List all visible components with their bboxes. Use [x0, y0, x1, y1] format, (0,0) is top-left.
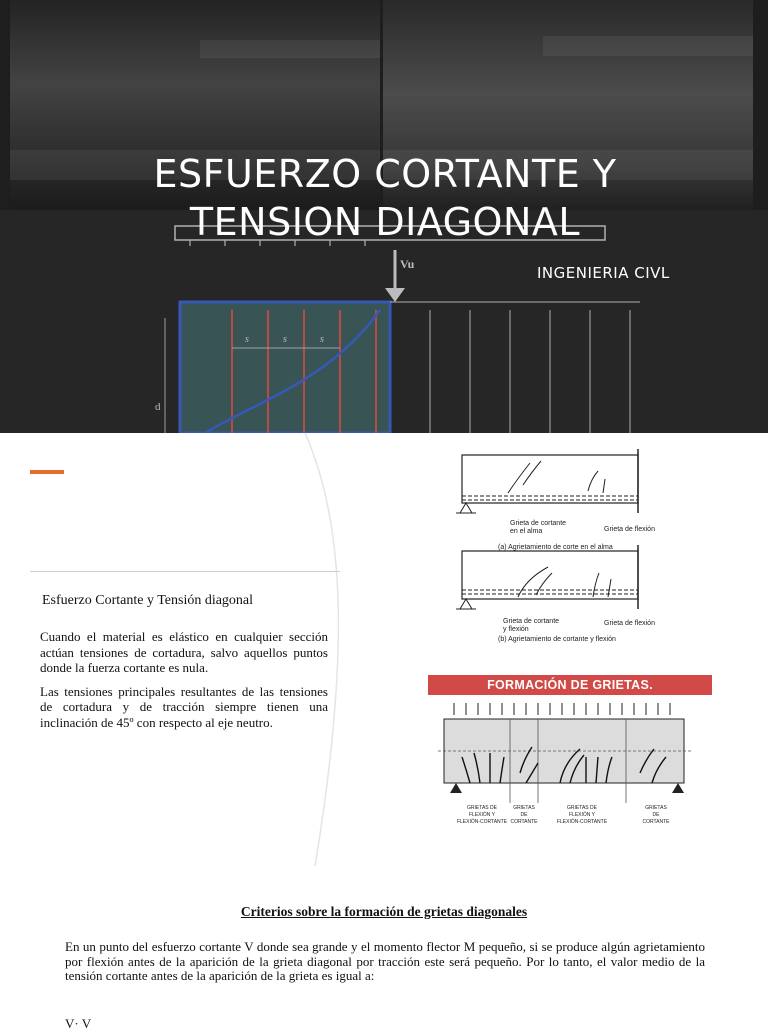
svg-text:Grieta de cortante: Grieta de cortante — [510, 520, 567, 527]
svg-text:(b) Agrietamiento de cortant: (b) Agrietamiento de cortante y flexión — [498, 636, 616, 643]
criteria-body: En un punto del esfuerzo cortante V donde sea grande y el momento flector M pequeño, si se produce algún agrietamiento por flexión antes de la aparición de la grieta diagonal por tracción este será pequeño. Por lo tanto, el valor medio de la tensión cortante antes de la aparición de la grieta es igual a: — [65, 939, 705, 983]
section-heading: Esfuerzo Cortante y Tensión diagonal — [42, 593, 254, 608]
svg-text:CORTANTE: CORTANTE — [642, 819, 670, 825]
crack-formation-banner: FORMACIÓN DE GRIETAS. — [428, 675, 712, 695]
svg-text:GRIETAS DE: GRIETAS DE — [567, 805, 597, 811]
svg-text:Grieta de cortante: Grieta de cortante — [503, 618, 560, 625]
flexure-shear-crack-figure — [448, 545, 655, 645]
svg-text:Grieta de flexión: Grieta de flexión — [604, 620, 655, 627]
spacing-label: s — [245, 334, 249, 345]
svg-text:CORTANTE: CORTANTE — [510, 819, 538, 825]
paragraph: Cuando el material es elástico en cualquier sección actúan tensiones de cortadura, salvo aquellos puntos donde la fuerza cortante es nula. — [40, 629, 328, 675]
svg-text:(a) Agrietamiento de corte: (a) Agrietamiento de corte en el alma — [498, 544, 613, 551]
divider — [30, 571, 340, 572]
svg-text:FLEXIÓN Y: FLEXIÓN Y — [568, 812, 596, 818]
svg-text:FLEXIÓN Y: FLEXIÓN Y — [468, 812, 496, 818]
svg-text:y flexión: y flexión — [503, 626, 529, 633]
criteria-heading: Criterios sobre la formación de grietas diagonales — [240, 904, 528, 919]
web-shear-crack-figure — [448, 441, 655, 557]
svg-text:en el alma: en el alma — [510, 528, 543, 535]
accent-bar — [30, 470, 64, 474]
svg-text:DE: DE — [520, 812, 528, 818]
spacing-label: s — [283, 334, 287, 345]
paragraph: Las tensiones principales resultantes de las tensiones de cortadura y de tracción siempre tienen una inclinación de 45º con respecto al eje neutro. — [40, 683, 328, 730]
formula-text: V· V — [65, 1016, 92, 1031]
slide-title: ESFUERZO CORTANTE Y TENSION DIAGONAL — [153, 152, 617, 244]
svg-text:DE: DE — [652, 812, 660, 818]
svg-text:Grieta de flexión: Grieta de flexión — [604, 526, 655, 533]
depth-label: d — [155, 401, 161, 413]
criteria-slide — [0, 866, 768, 1031]
slide-subtitle: INGENIERIA CIVL — [537, 264, 670, 282]
svg-text:GRIETAS: GRIETAS — [513, 805, 535, 811]
title-slide — [0, 0, 768, 433]
crack-formation-figure — [430, 703, 700, 833]
spacing-label: s — [320, 334, 324, 345]
svg-text:GRIETAS: GRIETAS — [645, 805, 667, 811]
content-slide — [0, 433, 768, 866]
section-body — [40, 629, 328, 738]
load-label: Vu — [400, 257, 415, 271]
svg-text:FLEXIÓN-CORTANTE: FLEXIÓN-CORTANTE — [556, 819, 608, 825]
svg-text:FLEXIÓN-CORTANTE: FLEXIÓN-CORTANTE — [456, 819, 508, 825]
svg-text:GRIETAS DE: GRIETAS DE — [467, 805, 497, 811]
